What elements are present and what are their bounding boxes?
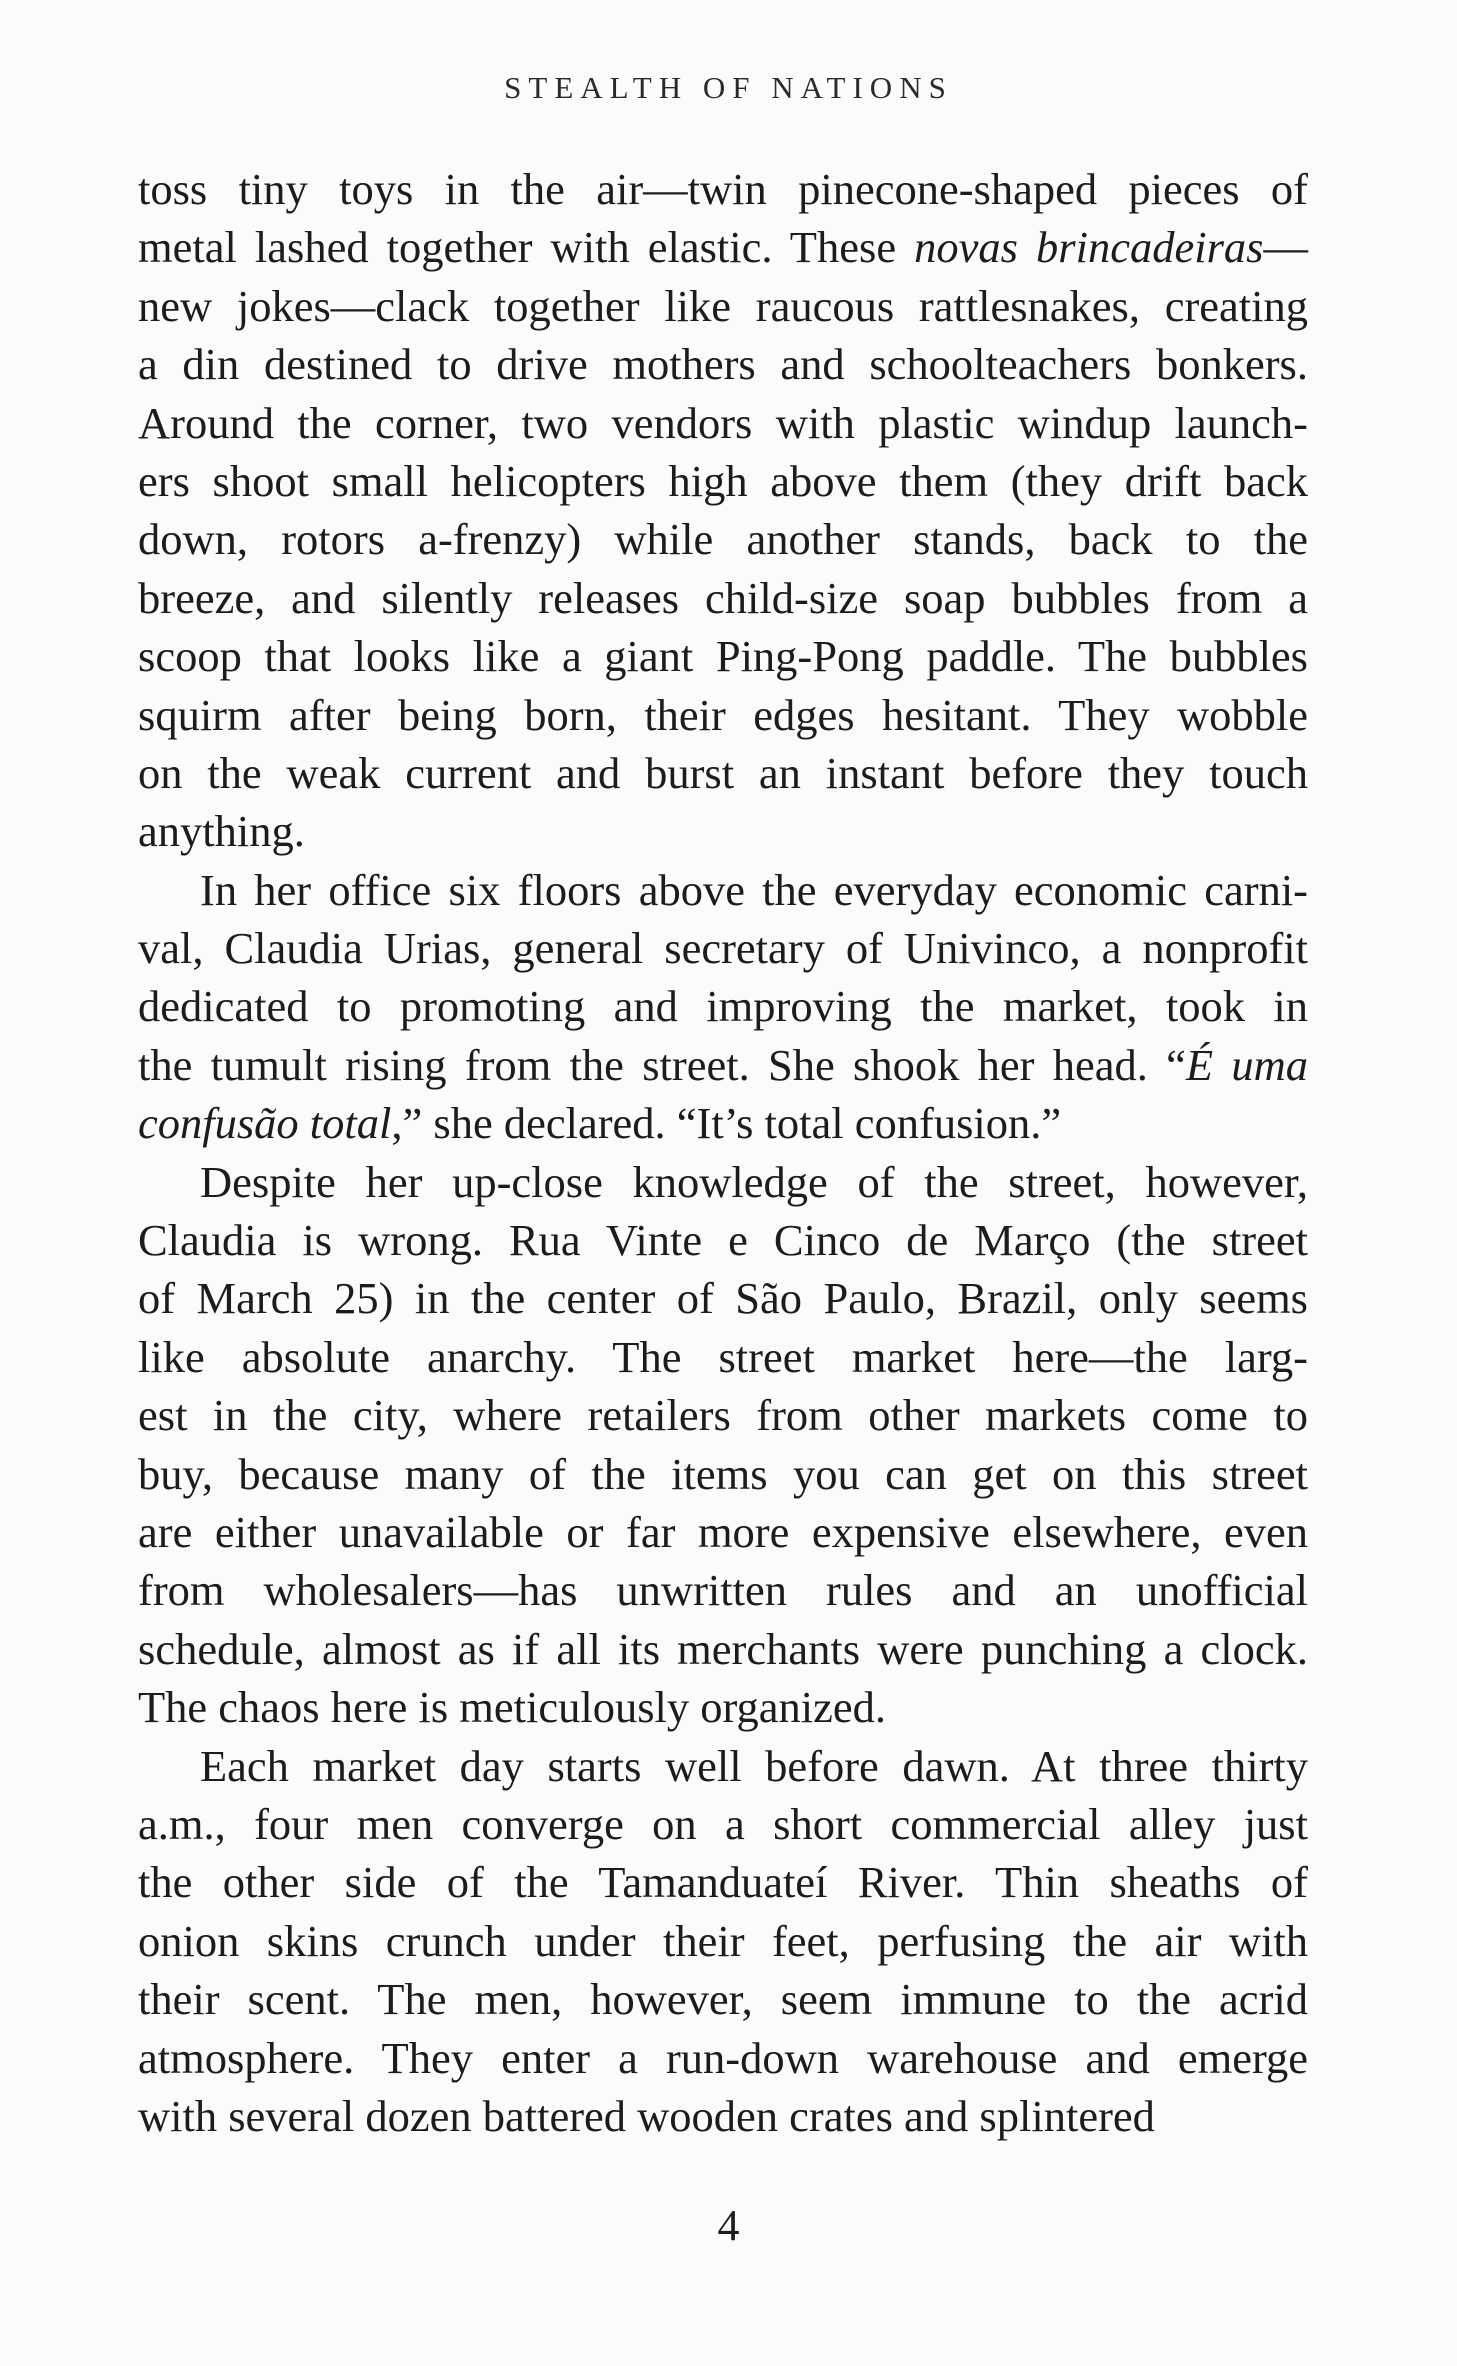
text-run: new jokes—clack together like raucous rattlesnakes, creating <box>138 280 1308 331</box>
text-line <box>138 277 1308 335</box>
text-line <box>138 1737 1308 1795</box>
text-run: are either unavailable or far more expensive elsewhere, even <box>138 1506 1308 1557</box>
text-line <box>138 1795 1308 1853</box>
text-run: onion skins crunch under their feet, perfusing the air with <box>138 1915 1308 1966</box>
text-run: scoop that looks like a giant Ping-Pong paddle. The bubbles <box>138 631 1308 682</box>
text-line <box>138 1269 1308 1327</box>
text-line <box>138 1620 1308 1678</box>
text-line <box>138 1853 1308 1911</box>
text-run: with several dozen battered wooden crates and splintered <box>138 2090 1155 2141</box>
text-run: Despite her up-close knowledge of the street, however, <box>200 1156 1308 1207</box>
text-run: their scent. The men, however, seem immune to the acrid <box>138 1974 1308 2025</box>
running-head: STEALTH OF NATIONS <box>504 70 953 105</box>
text-run: breeze, and silently releases child-size soap bubbles from a <box>138 572 1308 623</box>
text-run: Around the corner, two vendors with plastic windup launch- <box>138 397 1308 448</box>
text-run: ers shoot small helicopters high above them (they drift back <box>138 455 1308 506</box>
text-line <box>138 1386 1308 1444</box>
text-line <box>138 1036 1308 1094</box>
text-run: metal lashed together with elastic. These <box>138 222 915 273</box>
text-run: schedule, almost as if all its merchants were punching a clock. <box>138 1623 1308 1674</box>
text-run: atmosphere. They enter a run-down warehouse and emerge <box>138 2032 1308 2083</box>
text-run: of March 25) in the center of São Paulo, Brazil, only seems <box>138 1273 1308 1324</box>
italic-text-run: É uma <box>1185 1039 1308 1090</box>
paragraph <box>138 1153 1308 1737</box>
text-line <box>138 2087 1308 2145</box>
text-run: squirm after being born, their edges hesitant. They wobble <box>138 689 1308 740</box>
text-line <box>138 452 1308 510</box>
text-line <box>138 510 1308 568</box>
text-line <box>138 1970 1308 2028</box>
text-line <box>138 744 1308 802</box>
text-run: from wholesalers—has unwritten rules and an unofficial <box>138 1565 1308 1616</box>
text-run: The chaos here is meticulously organized. <box>138 1682 887 1733</box>
text-line <box>138 218 1308 276</box>
text-line <box>138 394 1308 452</box>
text-line <box>138 1912 1308 1970</box>
text-line <box>138 1678 1308 1736</box>
text-run: Claudia is wrong. Rua Vinte e Cinco de Março (the street <box>138 1215 1308 1266</box>
text-run: like absolute anarchy. The street market here—the larg- <box>138 1331 1308 1382</box>
body-text <box>138 160 1308 2145</box>
text-line <box>138 919 1308 977</box>
text-run: anything. <box>138 806 305 857</box>
text-line <box>138 160 1308 218</box>
text-line <box>138 802 1308 860</box>
text-run: Each market day starts well before dawn. At three thirty <box>200 1740 1308 1791</box>
text-run: val, Claudia Urias, general secretary of Univinco, a nonprofit <box>138 923 1308 974</box>
text-line <box>138 686 1308 744</box>
text-run: the tumult rising from the street. She shook her head. “ <box>138 1039 1186 1090</box>
text-run: dedicated to promoting and improving the market, took in <box>138 981 1308 1032</box>
text-run: buy, because many of the items you can get on this street <box>138 1448 1308 1499</box>
text-run: a din destined to drive mothers and schoolteachers bonkers. <box>138 339 1308 390</box>
text-line <box>138 1094 1308 1152</box>
text-line <box>138 1328 1308 1386</box>
paragraph <box>138 1737 1308 2146</box>
paragraph <box>138 160 1308 861</box>
text-run: the other side of the Tamanduateí River. Thin sheaths of <box>138 1857 1308 1908</box>
text-line <box>138 1211 1308 1269</box>
text-run: ,” she declared. “It’s total confusion.” <box>391 1098 1062 1149</box>
text-line <box>138 977 1308 1035</box>
text-line <box>138 2029 1308 2087</box>
text-run: — <box>1263 222 1308 273</box>
italic-text-run: confusão total <box>138 1098 392 1149</box>
text-run: toss tiny toys in the air—twin pinecone-shaped pieces of <box>138 164 1308 214</box>
text-line <box>138 569 1308 627</box>
text-line <box>138 335 1308 393</box>
text-run: est in the city, where retailers from other markets come to <box>138 1390 1308 1441</box>
text-run: a.m., four men converge on a short commercial alley just <box>138 1798 1308 1849</box>
text-line <box>138 627 1308 685</box>
text-run: down, rotors a-frenzy) while another stands, back to the <box>138 514 1308 565</box>
text-line <box>138 861 1308 919</box>
text-line <box>138 1503 1308 1561</box>
italic-text-run: novas brincadeiras <box>914 222 1264 273</box>
text-line <box>138 1445 1308 1503</box>
text-run: In her office six floors above the everyday economic carni- <box>200 864 1308 915</box>
text-run: on the weak current and burst an instant before they touch <box>138 747 1308 798</box>
text-line <box>138 1561 1308 1619</box>
page-number: 4 <box>717 2201 740 2250</box>
paragraph <box>138 861 1308 1153</box>
text-line <box>138 1153 1308 1211</box>
